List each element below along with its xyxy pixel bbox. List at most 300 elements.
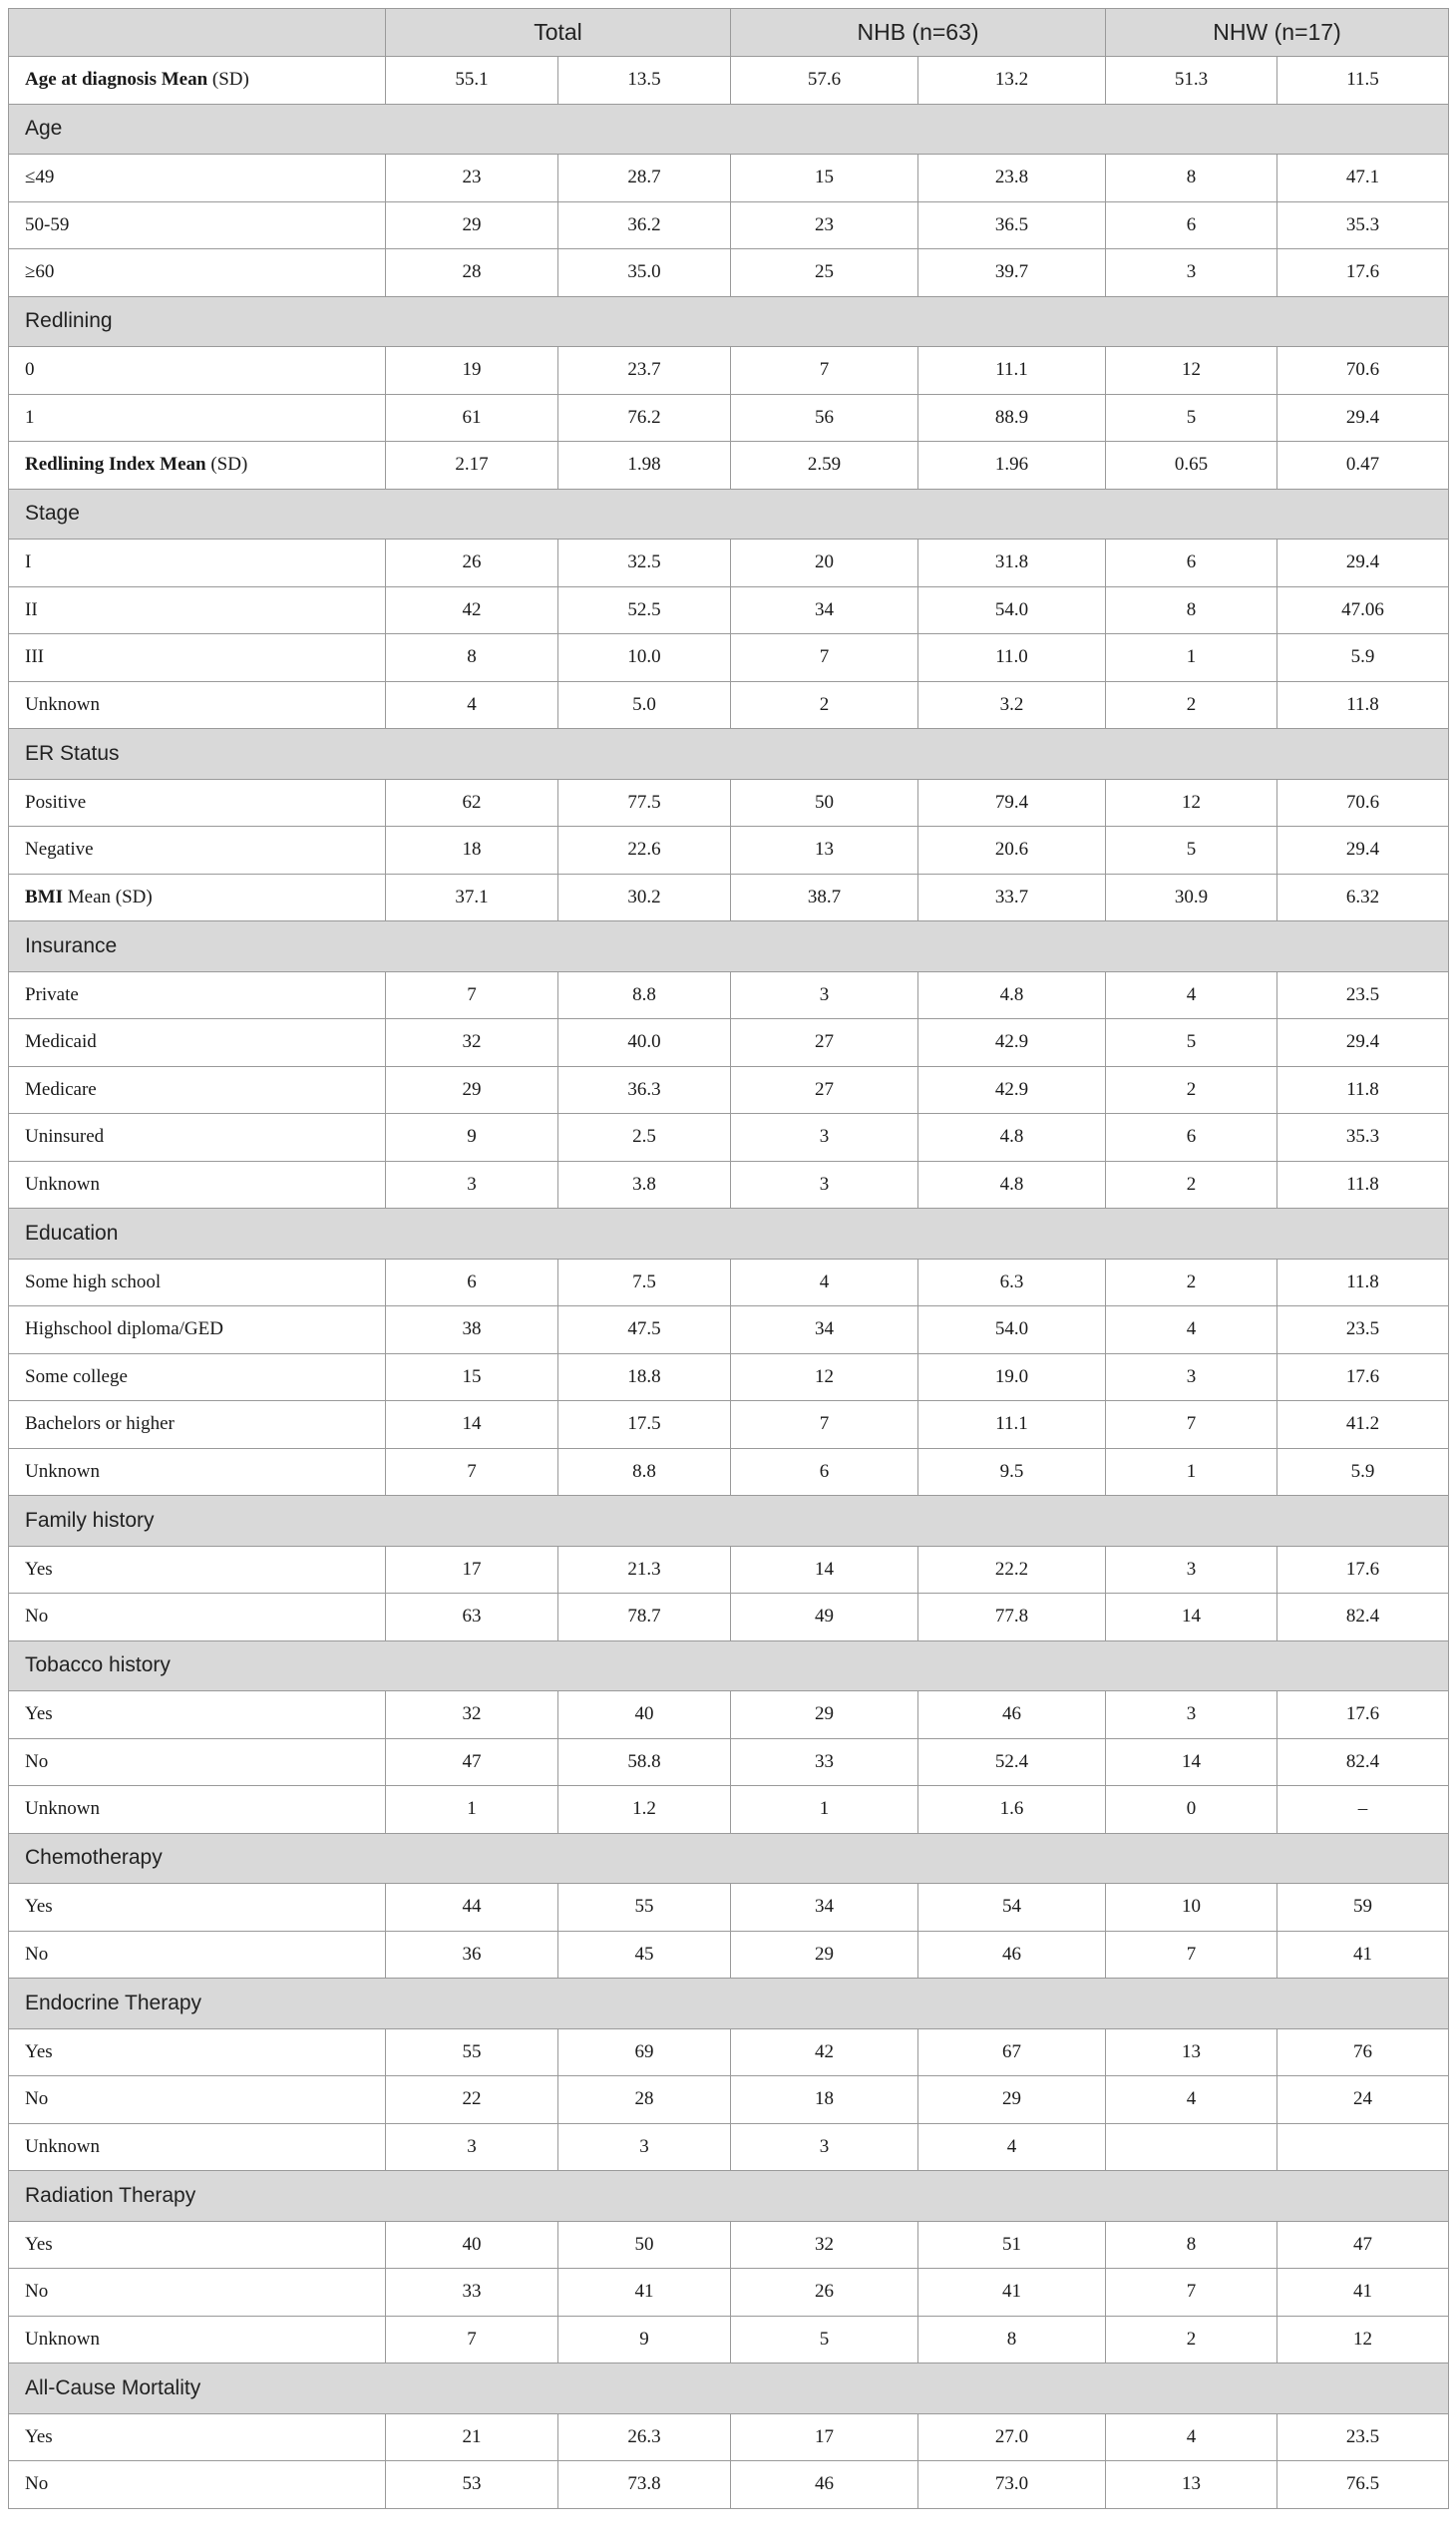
value-cell: 70.6: [1277, 779, 1449, 827]
value-cell: 1.96: [918, 442, 1106, 490]
value-cell: 24: [1277, 2076, 1449, 2124]
header-corner: [9, 9, 386, 57]
row-label-suffix: (SD): [207, 69, 249, 91]
value-cell: 5.9: [1277, 634, 1449, 682]
value-cell: 8.8: [558, 1448, 731, 1496]
value-cell: 11.5: [1277, 57, 1449, 105]
row-label: No: [9, 1738, 386, 1786]
value-cell: 11.8: [1277, 1161, 1449, 1209]
header-row: [9, 9, 1449, 57]
value-cell: 18.8: [558, 1353, 731, 1401]
row-label-suffix: Mean (SD): [63, 886, 153, 908]
value-cell: 33: [731, 1738, 918, 1786]
value-cell: 63: [386, 1594, 558, 1641]
value-cell: 47.5: [558, 1306, 731, 1354]
value-cell: 29.4: [1277, 540, 1449, 587]
value-cell: 51.3: [1106, 57, 1277, 105]
table-row: [9, 155, 1449, 202]
value-cell: 46: [918, 1931, 1106, 1979]
section-header-row: [9, 921, 1449, 972]
value-cell: 2.59: [731, 442, 918, 490]
value-cell: 38.7: [731, 874, 918, 921]
section-label: Chemotherapy: [9, 1833, 1449, 1884]
value-cell: 41: [1277, 1931, 1449, 1979]
value-cell: 12: [1106, 779, 1277, 827]
value-cell: 36: [386, 1931, 558, 1979]
value-cell: 4: [731, 1259, 918, 1306]
table-row: [9, 1546, 1449, 1594]
value-cell: 82.4: [1277, 1594, 1449, 1641]
value-cell: 55.1: [386, 57, 558, 105]
value-cell: –: [1277, 1786, 1449, 1834]
value-cell: 23.5: [1277, 2413, 1449, 2461]
value-cell: 3: [731, 1114, 918, 1162]
value-cell: 6.3: [918, 1259, 1106, 1306]
value-cell: 4: [918, 2123, 1106, 2171]
row-label: [9, 874, 386, 921]
section-label: Age: [9, 104, 1449, 155]
value-cell: 7: [386, 971, 558, 1019]
table-row: [9, 1161, 1449, 1209]
value-cell: 3: [558, 2123, 731, 2171]
value-cell: 5.0: [558, 681, 731, 729]
value-cell: 6: [1106, 201, 1277, 249]
value-cell: 29: [731, 1931, 918, 1979]
value-cell: 51: [918, 2221, 1106, 2269]
row-label: Unknown: [9, 1161, 386, 1209]
value-cell: 3: [731, 971, 918, 1019]
value-cell: 52.4: [918, 1738, 1106, 1786]
value-cell: 22.2: [918, 1546, 1106, 1594]
value-cell: 2: [1106, 1066, 1277, 1114]
row-label: Yes: [9, 1884, 386, 1932]
value-cell: 19: [386, 347, 558, 395]
value-cell: 30.2: [558, 874, 731, 921]
value-cell: 2: [731, 681, 918, 729]
value-cell: 4.8: [918, 971, 1106, 1019]
value-cell: 44: [386, 1884, 558, 1932]
value-cell: 53: [386, 2461, 558, 2509]
value-cell: 21.3: [558, 1546, 731, 1594]
value-cell: 9: [558, 2316, 731, 2363]
value-cell: 0.65: [1106, 442, 1277, 490]
table-row: [9, 874, 1449, 921]
value-cell: 49: [731, 1594, 918, 1641]
value-cell: 9: [386, 1114, 558, 1162]
row-label: Yes: [9, 1691, 386, 1739]
section-header-row: [9, 1496, 1449, 1547]
row-label: No: [9, 1931, 386, 1979]
value-cell: 70.6: [1277, 347, 1449, 395]
value-cell: 14: [1106, 1738, 1277, 1786]
row-label-suffix: (SD): [205, 454, 248, 476]
section-label: Redlining: [9, 296, 1449, 347]
value-cell: 61: [386, 394, 558, 442]
row-label-bold: BMI: [25, 886, 63, 908]
row-label: Unknown: [9, 681, 386, 729]
value-cell: 6: [731, 1448, 918, 1496]
value-cell: 76.2: [558, 394, 731, 442]
value-cell: 34: [731, 1306, 918, 1354]
value-cell: 4: [386, 681, 558, 729]
value-cell: 0.47: [1277, 442, 1449, 490]
value-cell: 23: [731, 201, 918, 249]
value-cell: 42.9: [918, 1066, 1106, 1114]
value-cell: 56: [731, 394, 918, 442]
value-cell: 34: [731, 586, 918, 634]
value-cell: 28: [386, 249, 558, 297]
value-cell: 28.7: [558, 155, 731, 202]
value-cell: 2: [1106, 2316, 1277, 2363]
value-cell: 26: [731, 2269, 918, 2317]
table-row: [9, 347, 1449, 395]
value-cell: 4.8: [918, 1114, 1106, 1162]
value-cell: 29: [386, 201, 558, 249]
value-cell: 8: [1106, 155, 1277, 202]
value-cell: 13.2: [918, 57, 1106, 105]
row-label-bold: Redlining Index Mean: [25, 454, 206, 476]
table-row: [9, 1306, 1449, 1354]
value-cell: 50: [731, 779, 918, 827]
value-cell: 7: [1106, 2269, 1277, 2317]
value-cell: 76.5: [1277, 2461, 1449, 2509]
value-cell: 10: [1106, 1884, 1277, 1932]
value-cell: 11.8: [1277, 681, 1449, 729]
table-row: [9, 634, 1449, 682]
row-label: 1: [9, 394, 386, 442]
value-cell: 47.1: [1277, 155, 1449, 202]
section-header-row: [9, 1979, 1449, 2029]
value-cell: 8: [1106, 2221, 1277, 2269]
value-cell: 9.5: [918, 1448, 1106, 1496]
section-header-row: [9, 2171, 1449, 2222]
value-cell: 26.3: [558, 2413, 731, 2461]
table-row: [9, 1353, 1449, 1401]
value-cell: 88.9: [918, 394, 1106, 442]
section-label: Radiation Therapy: [9, 2171, 1449, 2222]
value-cell: 18: [731, 2076, 918, 2124]
value-cell: 7: [1106, 1401, 1277, 1449]
row-label: [9, 442, 386, 490]
value-cell: 3: [386, 2123, 558, 2171]
value-cell: 30.9: [1106, 874, 1277, 921]
value-cell: 36.3: [558, 1066, 731, 1114]
value-cell: 7: [731, 347, 918, 395]
value-cell: 78.7: [558, 1594, 731, 1641]
value-cell: 41: [918, 2269, 1106, 2317]
row-label: Bachelors or higher: [9, 1401, 386, 1449]
value-cell: 36.5: [918, 201, 1106, 249]
row-label: ≤49: [9, 155, 386, 202]
value-cell: 7: [731, 1401, 918, 1449]
value-cell: 41.2: [1277, 1401, 1449, 1449]
value-cell: 8: [1106, 586, 1277, 634]
row-label: Unknown: [9, 2316, 386, 2363]
row-label: Unknown: [9, 1786, 386, 1834]
value-cell: 11.1: [918, 347, 1106, 395]
value-cell: 45: [558, 1931, 731, 1979]
section-label: Family history: [9, 1496, 1449, 1547]
value-cell: 23.5: [1277, 971, 1449, 1019]
value-cell: 23.5: [1277, 1306, 1449, 1354]
value-cell: 73.8: [558, 2461, 731, 2509]
value-cell: 42: [386, 586, 558, 634]
value-cell: 22.6: [558, 827, 731, 875]
table-row: [9, 1259, 1449, 1306]
section-label: Tobacco history: [9, 1640, 1449, 1691]
value-cell: 27: [731, 1066, 918, 1114]
value-cell: 14: [386, 1401, 558, 1449]
row-label: Highschool diploma/GED: [9, 1306, 386, 1354]
value-cell: 29.4: [1277, 1019, 1449, 1067]
value-cell: 7: [731, 634, 918, 682]
value-cell: 32: [386, 1019, 558, 1067]
value-cell: 55: [558, 1884, 731, 1932]
value-cell: 23.8: [918, 155, 1106, 202]
value-cell: 15: [386, 1353, 558, 1401]
value-cell: 20.6: [918, 827, 1106, 875]
value-cell: 47.06: [1277, 586, 1449, 634]
section-label: Insurance: [9, 921, 1449, 972]
value-cell: 21: [386, 2413, 558, 2461]
value-cell: 40: [386, 2221, 558, 2269]
row-label: Unknown: [9, 2123, 386, 2171]
row-label: Yes: [9, 1546, 386, 1594]
value-cell: 32: [731, 2221, 918, 2269]
value-cell: 41: [1277, 2269, 1449, 2317]
row-label: Medicaid: [9, 1019, 386, 1067]
row-label: Negative: [9, 827, 386, 875]
table-row: [9, 1066, 1449, 1114]
value-cell: 26: [386, 540, 558, 587]
value-cell: 29: [386, 1066, 558, 1114]
value-cell: 22: [386, 2076, 558, 2124]
row-label: 50-59: [9, 201, 386, 249]
table-row: [9, 1786, 1449, 1834]
value-cell: 1: [731, 1786, 918, 1834]
value-cell: 3: [1106, 1546, 1277, 1594]
value-cell: 2: [1106, 1259, 1277, 1306]
table-row: [9, 2316, 1449, 2363]
value-cell: 4.8: [918, 1161, 1106, 1209]
value-cell: 52.5: [558, 586, 731, 634]
row-label: II: [9, 586, 386, 634]
value-cell: 2.5: [558, 1114, 731, 1162]
value-cell: 4: [1106, 1306, 1277, 1354]
table-row: [9, 2413, 1449, 2461]
value-cell: 35.0: [558, 249, 731, 297]
value-cell: 0: [1106, 1786, 1277, 1834]
value-cell: 32.5: [558, 540, 731, 587]
value-cell: 33.7: [918, 874, 1106, 921]
value-cell: 3: [1106, 249, 1277, 297]
table-row: [9, 394, 1449, 442]
value-cell: 5: [731, 2316, 918, 2363]
value-cell: 6: [1106, 1114, 1277, 1162]
value-cell: 13: [1106, 2028, 1277, 2076]
value-cell: 37.1: [386, 874, 558, 921]
row-label: No: [9, 2269, 386, 2317]
table-row: [9, 1738, 1449, 1786]
value-cell: 36.2: [558, 201, 731, 249]
value-cell: 82.4: [1277, 1738, 1449, 1786]
row-label: Yes: [9, 2413, 386, 2461]
value-cell: 8.8: [558, 971, 731, 1019]
value-cell: 17.6: [1277, 1353, 1449, 1401]
value-cell: 58.8: [558, 1738, 731, 1786]
value-cell: 3: [1106, 1353, 1277, 1401]
value-cell: 38: [386, 1306, 558, 1354]
value-cell: 5: [1106, 827, 1277, 875]
row-label: Private: [9, 971, 386, 1019]
value-cell: 28: [558, 2076, 731, 2124]
value-cell: 23: [386, 155, 558, 202]
value-cell: 3: [731, 1161, 918, 1209]
value-cell: 73.0: [918, 2461, 1106, 2509]
value-cell: 5: [1106, 394, 1277, 442]
value-cell: 23.7: [558, 347, 731, 395]
value-cell: 1: [1106, 1448, 1277, 1496]
section-header-row: [9, 2363, 1449, 2414]
table-row: [9, 2221, 1449, 2269]
value-cell: 29.4: [1277, 827, 1449, 875]
value-cell: 50: [558, 2221, 731, 2269]
table-row: [9, 249, 1449, 297]
value-cell: 33: [386, 2269, 558, 2317]
value-cell: 17.6: [1277, 249, 1449, 297]
section-header-row: [9, 296, 1449, 347]
section-label: All-Cause Mortality: [9, 2363, 1449, 2414]
value-cell: 29.4: [1277, 394, 1449, 442]
value-cell: 11.8: [1277, 1066, 1449, 1114]
table-row: [9, 2269, 1449, 2317]
value-cell: 35.3: [1277, 201, 1449, 249]
section-header-row: [9, 729, 1449, 780]
section-label: Stage: [9, 489, 1449, 540]
value-cell: 4: [1106, 971, 1277, 1019]
value-cell: 7: [386, 1448, 558, 1496]
table-row: [9, 779, 1449, 827]
section-label: ER Status: [9, 729, 1449, 780]
value-cell: 6: [1106, 540, 1277, 587]
table-row: [9, 1594, 1449, 1641]
table-row: [9, 540, 1449, 587]
header-nhb: NHB (n=63): [731, 9, 1106, 57]
value-cell: 17: [386, 1546, 558, 1594]
value-cell: 1.6: [918, 1786, 1106, 1834]
table-row: [9, 827, 1449, 875]
value-cell: 4: [1106, 2413, 1277, 2461]
value-cell: 6: [386, 1259, 558, 1306]
table-row: [9, 586, 1449, 634]
value-cell: 15: [731, 155, 918, 202]
value-cell: 46: [731, 2461, 918, 2509]
value-cell: 7: [386, 2316, 558, 2363]
value-cell: 8: [386, 634, 558, 682]
value-cell: 29: [918, 2076, 1106, 2124]
value-cell: 3: [731, 2123, 918, 2171]
value-cell: 20: [731, 540, 918, 587]
value-cell: 40.0: [558, 1019, 731, 1067]
value-cell: 5.9: [1277, 1448, 1449, 1496]
row-label: Some high school: [9, 1259, 386, 1306]
value-cell: 17.6: [1277, 1691, 1449, 1739]
value-cell: 69: [558, 2028, 731, 2076]
value-cell: 7: [1106, 1931, 1277, 1979]
value-cell: 31.8: [918, 540, 1106, 587]
table-row: [9, 1884, 1449, 1932]
value-cell: 10.0: [558, 634, 731, 682]
section-header-row: [9, 1209, 1449, 1260]
value-cell: 77.5: [558, 779, 731, 827]
table-row: [9, 1931, 1449, 1979]
value-cell: 42: [731, 2028, 918, 2076]
value-cell: 27: [731, 1019, 918, 1067]
value-cell: 32: [386, 1691, 558, 1739]
value-cell: 13.5: [558, 57, 731, 105]
row-label: Medicare: [9, 1066, 386, 1114]
value-cell: 59: [1277, 1884, 1449, 1932]
value-cell: 11.1: [918, 1401, 1106, 1449]
value-cell: 1: [1106, 634, 1277, 682]
value-cell: 7.5: [558, 1259, 731, 1306]
value-cell: 2.17: [386, 442, 558, 490]
value-cell: 67: [918, 2028, 1106, 2076]
table-row: [9, 442, 1449, 490]
row-label: Yes: [9, 2221, 386, 2269]
row-label: Unknown: [9, 1448, 386, 1496]
value-cell: 3: [386, 1161, 558, 1209]
table-row: [9, 2028, 1449, 2076]
table-row: [9, 2123, 1449, 2171]
value-cell: 4: [1106, 2076, 1277, 2124]
value-cell: 11.0: [918, 634, 1106, 682]
value-cell: 29: [731, 1691, 918, 1739]
table-row: [9, 1019, 1449, 1067]
table-row: [9, 57, 1449, 105]
value-cell: [1106, 2123, 1277, 2171]
value-cell: 13: [1106, 2461, 1277, 2509]
value-cell: 3.8: [558, 1161, 731, 1209]
value-cell: 27.0: [918, 2413, 1106, 2461]
value-cell: 47: [386, 1738, 558, 1786]
value-cell: 54.0: [918, 1306, 1106, 1354]
value-cell: 14: [1106, 1594, 1277, 1641]
value-cell: 19.0: [918, 1353, 1106, 1401]
row-label: Uninsured: [9, 1114, 386, 1162]
section-label: Endocrine Therapy: [9, 1979, 1449, 2029]
row-label: No: [9, 2461, 386, 2509]
value-cell: 54: [918, 1884, 1106, 1932]
value-cell: 62: [386, 779, 558, 827]
header-nhw: NHW (n=17): [1106, 9, 1449, 57]
value-cell: 46: [918, 1691, 1106, 1739]
value-cell: 14: [731, 1546, 918, 1594]
value-cell: 1.2: [558, 1786, 731, 1834]
value-cell: 8: [918, 2316, 1106, 2363]
row-label: No: [9, 2076, 386, 2124]
table-row: [9, 1114, 1449, 1162]
value-cell: 5: [1106, 1019, 1277, 1067]
table-body: [9, 57, 1449, 2509]
row-label: 0: [9, 347, 386, 395]
row-label: [9, 57, 386, 105]
row-label: Positive: [9, 779, 386, 827]
value-cell: 17: [731, 2413, 918, 2461]
section-header-row: [9, 1640, 1449, 1691]
value-cell: 13: [731, 827, 918, 875]
row-label-bold: Age at diagnosis Mean: [25, 69, 208, 91]
